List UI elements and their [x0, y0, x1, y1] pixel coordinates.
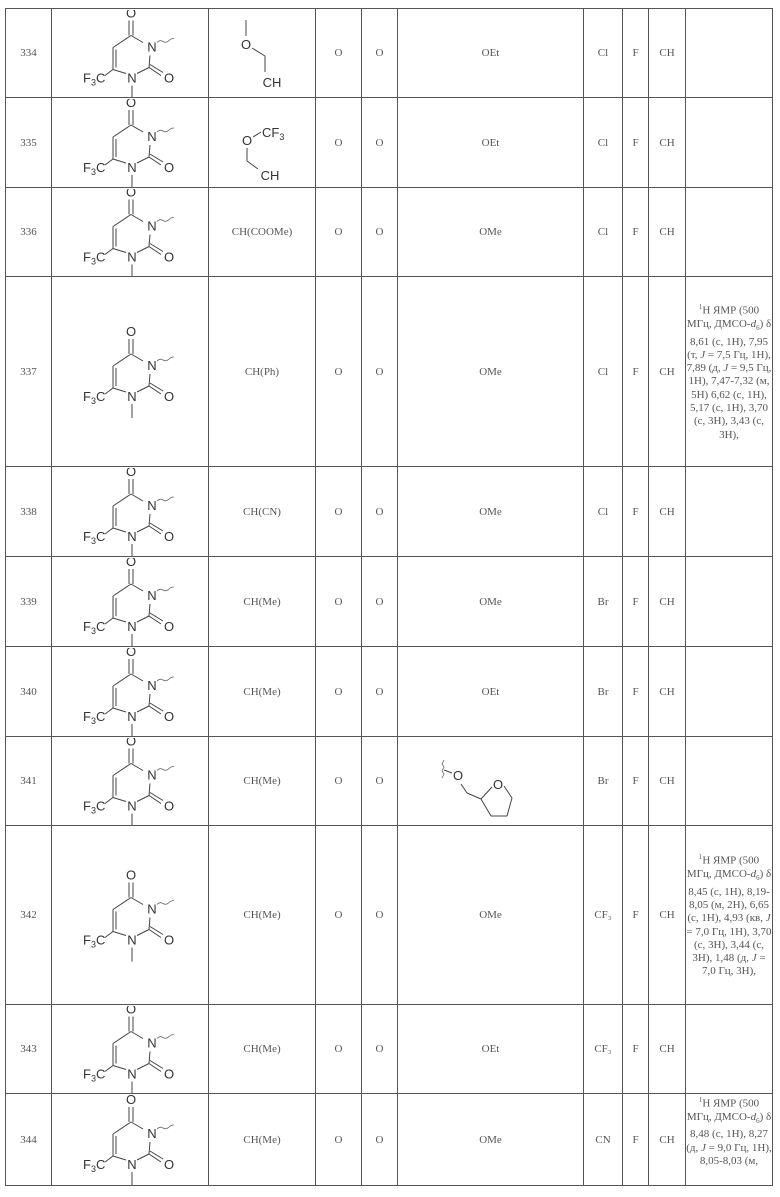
nitrogen-label: N	[147, 767, 156, 782]
cf3-label: F3C	[83, 1066, 105, 1083]
nitrogen-label: N	[127, 529, 136, 544]
x-value: CF₃	[584, 1005, 623, 1094]
col5-value: O	[362, 647, 398, 737]
col4-value: O	[316, 9, 362, 98]
nmr-superscript: 1	[699, 303, 703, 311]
nitrogen-label: N	[127, 932, 136, 947]
oxygen-label: O	[163, 70, 173, 85]
oxygen-label: O	[125, 738, 135, 749]
nmr-subscript: 6	[756, 1117, 760, 1125]
oxygen-label: O	[163, 529, 173, 544]
oxygen-label: O	[163, 709, 173, 724]
uracil-core-structure	[53, 827, 208, 1004]
oxygen-label: O	[125, 558, 135, 569]
col5-value: O	[362, 1094, 398, 1186]
z-value: CH	[649, 557, 686, 647]
linker-cell: CH(Me)	[209, 737, 316, 826]
z-value: CH	[649, 188, 686, 277]
table-row	[6, 826, 773, 1005]
nitrogen-label: N	[127, 70, 136, 85]
coupling-symbol: J	[700, 349, 705, 361]
nmr-text: H ЯМР (500 МГц, ДМСО-	[687, 855, 759, 880]
table-body	[6, 9, 773, 1186]
x-value: Br	[584, 647, 623, 737]
nitrogen-label: N	[127, 160, 136, 175]
col4-value: O	[316, 467, 362, 557]
oxygen-label: O	[163, 932, 173, 947]
nitrogen-label: N	[127, 709, 136, 724]
nmr-solvent: d	[751, 868, 757, 880]
compound-number: 341	[6, 737, 52, 826]
cf3-label: F3C	[83, 709, 105, 726]
oxygen-label: O	[125, 867, 135, 882]
nmr-cell	[686, 826, 773, 1005]
x-value: CF₃	[584, 826, 623, 1005]
uracil-core-structure	[53, 278, 208, 466]
nmr-solvent: d	[751, 318, 757, 330]
col4-value: O	[316, 557, 362, 647]
linker-cell: CH(Me)	[209, 557, 316, 647]
uracil-core-structure	[53, 1006, 208, 1093]
oxygen-label: O	[492, 777, 502, 792]
nmr-subscript: 6	[756, 324, 760, 332]
r-group-cell: OEt	[398, 98, 584, 188]
linker-cell: CH(COOMe)	[209, 188, 316, 277]
ch-label: CH	[260, 168, 279, 183]
nitrogen-label: N	[147, 901, 156, 916]
nitrogen-label: N	[147, 588, 156, 603]
y-value: F	[623, 647, 649, 737]
core-structure-cell	[52, 557, 209, 647]
nitrogen-label: N	[127, 1066, 136, 1081]
wavy-bond-icon	[157, 1034, 174, 1038]
uracil-core-structure	[53, 10, 208, 97]
cf3-label: CF3	[262, 125, 284, 142]
oxygen-label: O	[125, 189, 135, 200]
oxygen-label: O	[163, 160, 173, 175]
y-value: F	[623, 277, 649, 467]
nmr-cell	[686, 277, 773, 467]
col4-value: O	[316, 98, 362, 188]
linker-cell	[209, 9, 316, 98]
cf3-label: F3C	[83, 70, 105, 87]
nmr-superscript: 1	[699, 853, 703, 861]
z-value: CH	[649, 737, 686, 826]
r-group-cell	[398, 737, 584, 826]
nmr-subscript: 6	[756, 874, 760, 882]
wavy-bond-icon	[157, 128, 174, 132]
core-structure-cell	[52, 1094, 209, 1186]
nmr-cell	[686, 9, 773, 98]
y-value: F	[623, 557, 649, 647]
r-group-cell: OMe	[398, 277, 584, 467]
col4-value: O	[316, 647, 362, 737]
col5-value: O	[362, 277, 398, 467]
nmr-text: ) δ 8,48 (с, 1H), 8,27 (д,	[686, 1111, 771, 1154]
oxygen-label: O	[125, 1006, 135, 1017]
table-row	[6, 277, 773, 467]
x-value: Cl	[584, 277, 623, 467]
wavy-bond-icon	[157, 1125, 174, 1129]
cf3-label: F3C	[83, 798, 105, 815]
z-value: CH	[649, 277, 686, 467]
table-row	[6, 1094, 773, 1186]
compound-table	[5, 8, 773, 1186]
wavy-bond-icon	[157, 766, 174, 770]
trifluoromethoxymethyl-structure	[210, 99, 315, 187]
nmr-cell	[686, 557, 773, 647]
wavy-bond-icon	[157, 900, 174, 904]
y-value: F	[623, 188, 649, 277]
col4-value: O	[316, 737, 362, 826]
linker-cell: CH(Ph)	[209, 277, 316, 467]
nitrogen-label: N	[147, 678, 156, 693]
nitrogen-label: N	[147, 1035, 156, 1050]
x-value: CN	[584, 1094, 623, 1186]
wavy-bond-icon	[157, 677, 174, 681]
x-value: Cl	[584, 98, 623, 188]
z-value: CH	[649, 1005, 686, 1094]
linker-cell: CH(CN)	[209, 467, 316, 557]
uracil-core-structure	[53, 1095, 208, 1185]
x-value: Cl	[584, 9, 623, 98]
table-row	[6, 647, 773, 737]
core-structure-cell	[52, 647, 209, 737]
nmr-text: = 7,0 Гц, 3H),	[702, 952, 766, 977]
core-structure-cell	[52, 467, 209, 557]
y-value: F	[623, 9, 649, 98]
linker-cell: CH(Me)	[209, 1005, 316, 1094]
y-value: F	[623, 1094, 649, 1186]
nitrogen-label: N	[147, 498, 156, 513]
uracil-core-structure	[53, 99, 208, 187]
coupling-symbol: J	[752, 952, 757, 964]
nmr-text: = 9,5 Гц, 1H), 7,47-7,32 (м, 5H) 6,62 (с, 1H), 5,17 (с, 1H), 3,70 (с, 3H), 3,43 (с, 3H),	[689, 362, 772, 440]
nmr-text: = 7,0 Гц, 1H), 3,70 (с, 3H), 3,44 (с, 3H), 1,48 (д,	[686, 926, 771, 965]
y-value: F	[623, 1005, 649, 1094]
nmr-cell	[686, 647, 773, 737]
oxygen-label: O	[125, 10, 135, 21]
col5-value: O	[362, 737, 398, 826]
y-value: F	[623, 98, 649, 188]
tetrahydrofurfuryloxy-structure	[399, 738, 583, 825]
core-structure-cell	[52, 737, 209, 826]
nitrogen-label: N	[127, 249, 136, 264]
col5-value: O	[362, 98, 398, 188]
cf3-label: F3C	[83, 529, 105, 546]
cf3-label: F3C	[83, 249, 105, 266]
nmr-text: = 9,0 Гц, 1H), 8,05-8,03 (м,	[700, 1142, 772, 1167]
col4-value: O	[316, 1005, 362, 1094]
oxygen-label: O	[163, 1066, 173, 1081]
nitrogen-label: N	[127, 389, 136, 404]
table-row	[6, 9, 773, 98]
r-group-cell: OMe	[398, 467, 584, 557]
z-value: CH	[649, 467, 686, 557]
nmr-text: ) δ 8,61 (с, 1H), 7,95 (т,	[687, 318, 771, 361]
x-value: Cl	[584, 467, 623, 557]
core-structure-cell	[52, 9, 209, 98]
nmr-cell	[686, 1005, 773, 1094]
linker-cell: CH(Me)	[209, 647, 316, 737]
cf3-label: F3C	[83, 160, 105, 177]
nitrogen-label: N	[147, 1126, 156, 1141]
uracil-core-structure	[53, 648, 208, 736]
coupling-symbol: J	[723, 362, 728, 374]
nitrogen-label: N	[127, 619, 136, 634]
compound-number: 338	[6, 467, 52, 557]
compound-number: 343	[6, 1005, 52, 1094]
oxygen-label: O	[125, 468, 135, 479]
cf3-label: F3C	[83, 1157, 105, 1174]
nmr-solvent: d	[751, 1111, 757, 1123]
nmr-cell	[686, 98, 773, 188]
uracil-core-structure	[53, 738, 208, 825]
x-value: Br	[584, 557, 623, 647]
col4-value: O	[316, 188, 362, 277]
compound-number: 342	[6, 826, 52, 1005]
z-value: CH	[649, 9, 686, 98]
r-group-cell: OMe	[398, 826, 584, 1005]
oxygen-label: O	[125, 1095, 135, 1107]
col4-value: O	[316, 826, 362, 1005]
core-structure-cell	[52, 826, 209, 1005]
nitrogen-label: N	[127, 798, 136, 813]
nmr-text: ) δ 8,45 (с, 1H), 8,19-8,05 (м, 2H), 6,65 (с, 1H), 4,93 (кв,	[687, 868, 771, 924]
compound-number: 337	[6, 277, 52, 467]
wavy-bond-icon	[157, 587, 174, 591]
uracil-core-structure	[53, 189, 208, 276]
coupling-symbol: J	[701, 1142, 706, 1154]
y-value: F	[623, 467, 649, 557]
col5-value: O	[362, 826, 398, 1005]
x-value: Cl	[584, 188, 623, 277]
nmr-text: H ЯМР (500 МГц, ДМСО-	[687, 305, 759, 330]
wavy-bond-icon	[157, 497, 174, 501]
oxygen-label: O	[125, 648, 135, 659]
ch-label: CH	[262, 75, 281, 90]
table-row	[6, 98, 773, 188]
col5-value: O	[362, 1005, 398, 1094]
oxygen-label: O	[163, 389, 173, 404]
uracil-core-structure	[53, 468, 208, 556]
methoxymethyl-structure	[210, 10, 315, 97]
nitrogen-label: N	[147, 39, 156, 54]
cf3-label: F3C	[83, 389, 105, 406]
col4-value: O	[316, 1094, 362, 1186]
core-structure-cell	[52, 277, 209, 467]
oxygen-label: O	[452, 768, 462, 783]
col5-value: O	[362, 188, 398, 277]
r-group-cell: OEt	[398, 9, 584, 98]
oxygen-label: O	[163, 1157, 173, 1172]
r-group-cell: OEt	[398, 1005, 584, 1094]
cf3-label: F3C	[83, 619, 105, 636]
linker-cell	[209, 98, 316, 188]
col4-value: O	[316, 277, 362, 467]
oxygen-label: O	[163, 798, 173, 813]
nmr-cell	[686, 1094, 773, 1186]
core-structure-cell	[52, 188, 209, 277]
col5-value: O	[362, 9, 398, 98]
core-structure-cell	[52, 98, 209, 188]
uracil-core-structure	[53, 558, 208, 646]
r-group-cell: OMe	[398, 188, 584, 277]
col5-value: O	[362, 467, 398, 557]
y-value: F	[623, 826, 649, 1005]
cf3-label: F3C	[83, 932, 105, 949]
compound-number: 339	[6, 557, 52, 647]
coupling-symbol: J	[766, 912, 771, 924]
core-structure-cell	[52, 1005, 209, 1094]
compound-number: 344	[6, 1094, 52, 1186]
table-row	[6, 1005, 773, 1094]
z-value: CH	[649, 826, 686, 1005]
col5-value: O	[362, 557, 398, 647]
oxygen-label: O	[163, 249, 173, 264]
z-value: CH	[649, 1094, 686, 1186]
oxygen-label: O	[241, 133, 251, 148]
oxygen-label: O	[240, 37, 250, 52]
table-row	[6, 188, 773, 277]
compound-number: 340	[6, 647, 52, 737]
x-value: Br	[584, 737, 623, 826]
oxygen-label: O	[125, 324, 135, 339]
z-value: CH	[649, 98, 686, 188]
wavy-bond-icon	[442, 760, 444, 778]
oxygen-label: O	[125, 99, 135, 110]
nmr-text: H ЯМР (500 МГц, ДМСО-	[687, 1098, 759, 1123]
z-value: CH	[649, 647, 686, 737]
wavy-bond-icon	[157, 38, 174, 42]
table-row	[6, 557, 773, 647]
nmr-cell	[686, 467, 773, 557]
r-group-cell: OEt	[398, 647, 584, 737]
table-row	[6, 737, 773, 826]
table-row	[6, 467, 773, 557]
wavy-bond-icon	[157, 357, 174, 361]
wavy-bond-icon	[157, 217, 174, 221]
r-group-cell: OMe	[398, 1094, 584, 1186]
linker-cell: CH(Me)	[209, 1094, 316, 1186]
nitrogen-label: N	[127, 1157, 136, 1172]
y-value: F	[623, 737, 649, 826]
nitrogen-label: N	[147, 218, 156, 233]
oxygen-label: O	[163, 619, 173, 634]
compound-number: 336	[6, 188, 52, 277]
nmr-cell	[686, 188, 773, 277]
r-group-cell: OMe	[398, 557, 584, 647]
linker-cell: CH(Me)	[209, 826, 316, 1005]
nitrogen-label: N	[147, 129, 156, 144]
compound-number: 334	[6, 9, 52, 98]
compound-number: 335	[6, 98, 52, 188]
nitrogen-label: N	[147, 358, 156, 373]
nmr-cell	[686, 737, 773, 826]
nmr-text: = 7,5 Гц, 1H), 7,89 (д,	[687, 349, 771, 374]
nmr-superscript: 1	[699, 1096, 703, 1104]
